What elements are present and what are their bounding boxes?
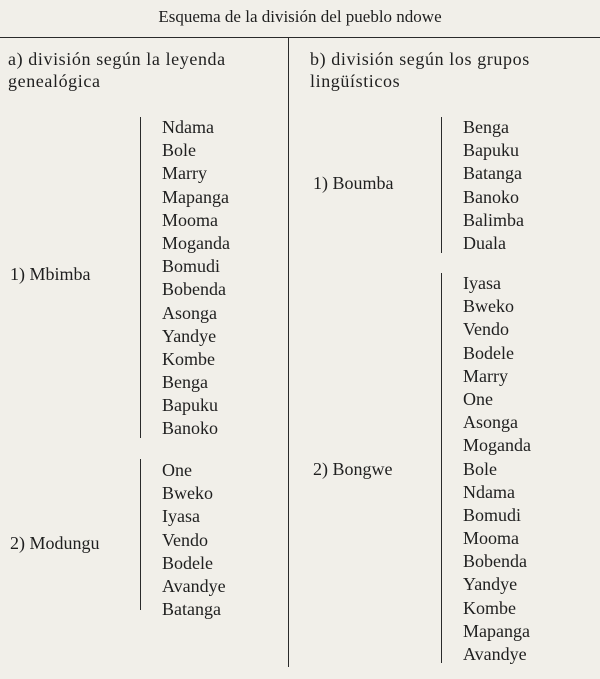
- table-title: Esquema de la división del pueblo ndowe: [158, 7, 442, 26]
- list-item: Bole: [463, 458, 497, 479]
- group-bracket: [441, 117, 442, 253]
- group-list-bongwe: [463, 272, 531, 666]
- list-item: Ndama: [463, 481, 515, 502]
- list-item: Bobenda: [162, 279, 226, 300]
- list-item: Marry: [463, 365, 508, 386]
- column-divider: [288, 37, 289, 667]
- list-item: Bole: [162, 140, 196, 161]
- group-label-bongwe: 2) Bongwe: [313, 459, 393, 479]
- list-item: Batanga: [162, 599, 221, 620]
- list-item: Bweko: [463, 296, 514, 317]
- list-item: Bapuku: [162, 395, 218, 416]
- list-item: Asonga: [162, 302, 217, 323]
- list-item: Yandye: [162, 325, 217, 346]
- column-a-header: a) división según la leyenda genealógica: [8, 49, 226, 91]
- list-item: One: [463, 388, 493, 409]
- list-item: Bodele: [162, 552, 213, 573]
- list-item: Mapanga: [162, 186, 229, 207]
- list-item: Bomudi: [162, 256, 221, 277]
- list-item: Duala: [463, 232, 506, 253]
- list-item: Asonga: [463, 412, 518, 433]
- list-item: Benga: [162, 372, 208, 393]
- list-item: Benga: [463, 117, 509, 137]
- list-item: Bweko: [162, 483, 213, 504]
- group-list-mbimba: [162, 116, 230, 441]
- list-item: Kombe: [463, 597, 516, 618]
- list-item: Bapuku: [463, 140, 519, 161]
- list-item: Mapanga: [463, 620, 530, 641]
- column-b-header: b) división según los grupos lingüísticos: [310, 49, 530, 91]
- list-item: Mooma: [463, 528, 519, 549]
- group-label-mbimba: 1) Mbimba: [10, 264, 91, 284]
- group-list-boumba: [463, 116, 524, 255]
- list-item: Balimba: [463, 209, 524, 230]
- list-item: Mooma: [162, 209, 218, 230]
- group-bracket: [441, 273, 442, 663]
- list-item: Moganda: [162, 232, 230, 253]
- list-item: Kombe: [162, 348, 215, 369]
- list-item: Iyasa: [162, 506, 200, 527]
- list-item: Avandye: [463, 644, 527, 664]
- list-item: Moganda: [463, 435, 531, 456]
- list-item: Bobenda: [463, 551, 527, 572]
- list-item: Banoko: [463, 186, 519, 207]
- group-bracket: [140, 459, 141, 610]
- list-item: Vendo: [463, 319, 509, 340]
- list-item: Bodele: [463, 342, 514, 363]
- list-item: Ndama: [162, 117, 214, 137]
- list-item: One: [162, 460, 192, 480]
- list-item: Iyasa: [463, 273, 501, 293]
- header-rule: [0, 37, 600, 38]
- group-bracket: [140, 117, 141, 438]
- list-item: Bomudi: [463, 504, 522, 525]
- list-item: Batanga: [463, 163, 522, 184]
- list-item: Yandye: [463, 574, 518, 595]
- list-item: Marry: [162, 163, 207, 184]
- group-label-modungu: 2) Modungu: [10, 533, 100, 553]
- group-label-boumba: 1) Boumba: [313, 173, 394, 193]
- list-item: Vendo: [162, 529, 208, 550]
- group-list-modungu: [162, 459, 226, 621]
- list-item: Avandye: [162, 575, 226, 596]
- list-item: Banoko: [162, 418, 218, 439]
